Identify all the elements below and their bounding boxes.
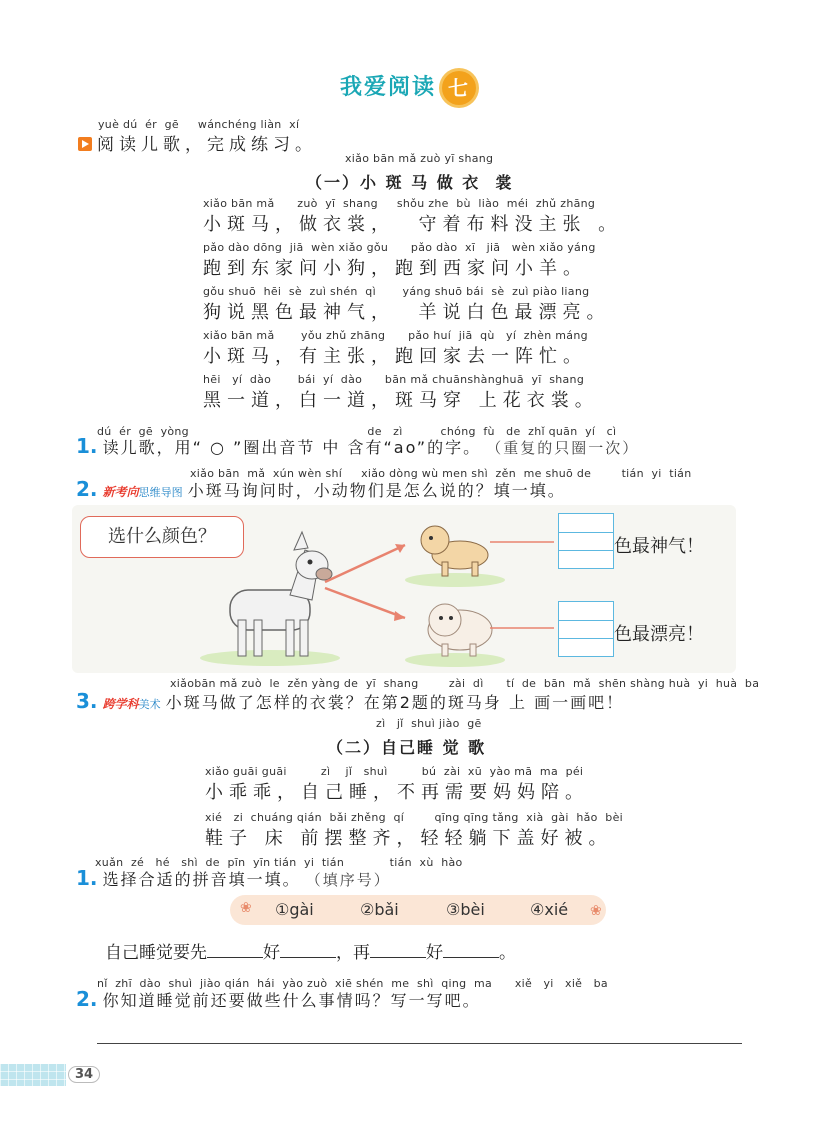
sentence-part-c: ，再	[336, 943, 370, 963]
page-number: 34	[68, 1066, 100, 1083]
grass-patch	[405, 573, 505, 587]
q5-number: 2.	[76, 987, 98, 1011]
poem1-line4-pinyin: xiǎo bān mǎ yǒu zhǔ zhāng pǎo huí jiā qù yí zhèn máng	[203, 329, 588, 342]
sheep-illustration	[428, 604, 492, 656]
answer-label-1: 色最神气！	[614, 536, 704, 557]
poem1-line3: 狗说黑色最神气， 羊说白色最漂亮。	[203, 302, 611, 323]
puppy-illustration	[421, 526, 488, 576]
arrow-head	[394, 611, 405, 621]
q1-pinyin: dú ér gē yòng de zì chóng fù de zhǐ quān yí cì	[97, 425, 617, 438]
answer-box-1[interactable]	[558, 513, 614, 569]
poem1-line4: 小斑马，有主张，跑回家去一阵忙。	[203, 346, 587, 367]
chapter-badge: 七	[442, 71, 476, 105]
speech-bubble: 选什么颜色？	[80, 516, 244, 558]
zebra-illustration	[230, 532, 332, 656]
part2-title: （二）自己睡 觉 歌	[327, 738, 487, 757]
q3-tag-art: 美术	[138, 698, 161, 711]
q3-text: 小斑马做了怎样的衣裳？在第2题的斑马身 上 画一画吧！	[165, 693, 625, 712]
poem2-line2: 鞋子 床 前摆整齐，轻轻躺下盖好被。	[205, 828, 613, 849]
q5-text: 你知道睡觉前还要做些什么事情吗？写一写吧。	[102, 991, 481, 1010]
part2-title-pinyin: zì jǐ shuì jiào gē	[376, 717, 482, 730]
q3-row	[76, 689, 624, 713]
arrow-to-sheep	[325, 588, 405, 618]
choice-3[interactable]: ③bèi	[446, 900, 485, 919]
q1-note: （重复的只圈一次）	[486, 439, 640, 457]
poem2-line1: 小乖乖，自己睡，不再需要妈妈陪。	[205, 782, 589, 803]
part1-title: （一）小 斑 马 做 衣 裳	[306, 173, 514, 192]
q5-pinyin: nǐ zhī dào shuì jiào qián hái yào zuò xiē shén me shì qing ma xiě yi xiě ba	[97, 977, 608, 990]
part1-title-pinyin: xiǎo bān mǎ zuò yī shang	[345, 152, 494, 165]
intro-text: 阅读儿歌，完成练习。	[97, 135, 317, 155]
q2-tag-new: 新考向	[102, 485, 139, 499]
answer-line[interactable]	[97, 1043, 742, 1044]
poem1-line2-pinyin: pǎo dào dōng jiā wèn xiǎo gǒu pǎo dào xī jiā wèn xiǎo yáng	[203, 241, 596, 254]
q2-row	[76, 477, 566, 501]
sentence-part-e: 。	[499, 943, 516, 963]
q1-text: 读儿歌，用“ ○ ”圈出音节 中 含有“ao”的字。	[102, 438, 482, 457]
poem1-line5: 黑一道，白一道，斑马穿 上花衣裳。	[203, 390, 599, 411]
q3-pinyin: xiǎobān mǎ zuò le zěn yàng de yī shang zài dì tí de bān mǎ shēn shàng huà yi huà ba	[170, 677, 760, 690]
blank-1[interactable]	[207, 943, 263, 958]
q2-tag-mindmap: 思维导图	[138, 486, 183, 499]
poem2-line1-pinyin: xiǎo guāi guāi zì jǐ shuì bú zài xū yào mā ma péi	[205, 765, 584, 778]
q3-tag-cross: 跨学科	[102, 697, 139, 711]
q2-pinyin: xiǎo bān mǎ xún wèn shí xiǎo dòng wù men shì zěn me shuō de tián yi tián	[190, 467, 692, 480]
page-title-text: 我爱阅读	[339, 75, 436, 100]
flower-icon: ❀	[240, 900, 252, 916]
choice-4[interactable]: ④xié	[530, 900, 569, 919]
q5-row	[76, 987, 481, 1011]
q1-row	[76, 434, 639, 458]
play-icon	[78, 133, 92, 152]
q4-pinyin: xuǎn zé hé shì de pīn yīn tián yi tián tián xù hào	[95, 856, 463, 869]
q1-number: 1.	[76, 434, 98, 458]
choice-2[interactable]: ②bǎi	[360, 900, 399, 919]
q2-number: 2.	[76, 477, 98, 501]
q4-text: 选择合适的拼音填一填。	[102, 870, 301, 889]
intro-pinyin: yuè dú ér gē wánchéng liàn xí	[98, 118, 300, 131]
arrow-to-dog	[325, 545, 405, 582]
poem1-line2: 跑到东家问小狗，跑到西家问小羊。	[203, 258, 587, 279]
poem1-line1: 小斑马，做衣裳， 守着布料没主张 。	[203, 214, 623, 235]
choice-1[interactable]: ①gài	[275, 900, 314, 919]
sentence-part-d: 好	[426, 943, 443, 963]
page-title	[0, 70, 816, 105]
blank-4[interactable]	[443, 943, 499, 958]
q4-row	[76, 866, 391, 890]
sentence-part-b: 好	[263, 943, 280, 963]
fill-sentence	[105, 938, 516, 963]
grass-patch	[405, 653, 505, 667]
q3-number: 3.	[76, 689, 98, 713]
poem1-line1-pinyin: xiǎo bān mǎ zuò yī shang shǒu zhe bù liào méi zhǔ zhāng	[203, 197, 596, 210]
q4-number: 1.	[76, 866, 98, 890]
footer-decoration	[0, 1064, 66, 1086]
poem2-line2-pinyin: xié zi chuáng qián bǎi zhěng qí qīng qīng tǎng xià gài hǎo bèi	[205, 811, 624, 824]
poem1-line3-pinyin: gǒu shuō hēi sè zuì shén qì yáng shuō bái sè zuì piào liang	[203, 285, 590, 298]
blank-3[interactable]	[370, 943, 426, 958]
q4-note: （填序号）	[305, 871, 391, 889]
q2-text: 小斑马询问时，小动物们是怎么说的？填一填。	[187, 481, 566, 500]
flower-icon: ❀	[590, 903, 602, 919]
grass-patch	[200, 650, 340, 666]
answer-label-2: 色最漂亮！	[614, 624, 704, 645]
sentence-part-a: 自己睡觉要先	[105, 943, 207, 963]
blank-2[interactable]	[280, 943, 336, 958]
poem1-line5-pinyin: hēi yí dào bái yí dào bān mǎ chuānshànghuā yī shang	[203, 373, 585, 386]
answer-box-2[interactable]	[558, 601, 614, 657]
